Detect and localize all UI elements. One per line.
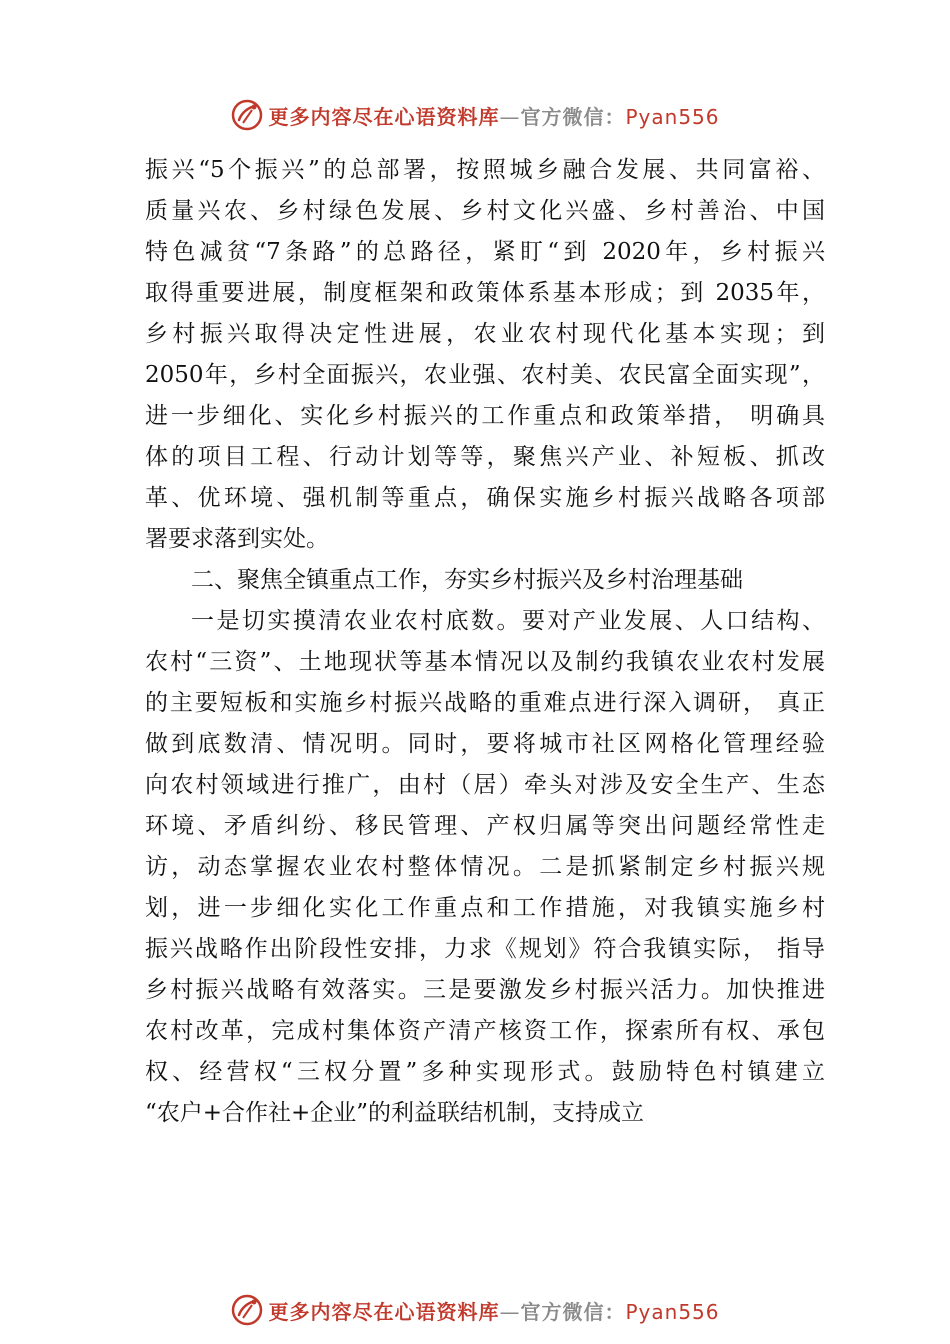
footer-watermark-text (268, 1296, 719, 1325)
footer-watermark (0, 1290, 950, 1330)
header-wechat-label: 官方微信： (520, 104, 626, 129)
body-line: 环境、矛盾纠纷、移民管理、产权归属等突出问题经常性走 (145, 813, 825, 839)
paragraph-first-line: 一是切实摸清农业农村底数。要对产业发展、人口结构、 (191, 608, 825, 634)
body-line: 访，动态掌握农业农村整体情况。二是抓紧制定乡村振兴规 (145, 854, 825, 880)
body-line: 质量兴农、乡村绿色发展、乡村文化兴盛、乡村善治、中国 (145, 198, 825, 224)
footer-main-text: 更多内容尽在心语资料库 (268, 1299, 500, 1324)
footer-separator: — (499, 1299, 521, 1324)
document-body (145, 150, 825, 1134)
body-line: 进一步细化、实化乡村振兴的工作重点和政策举措， 明确具 (145, 403, 825, 429)
body-line: 振兴“5个振兴”的总部署，按照城乡融合发展、共同富裕、 (145, 157, 825, 183)
header-wechat-id: Pyan556 (625, 104, 720, 129)
body-line: 革、优环境、强机制等重点，确保实施乡村振兴战略各项部 (145, 485, 825, 511)
section-heading: 二、聚焦全镇重点工作，夯实乡村振兴及乡村治理基础 (191, 567, 743, 593)
body-line: 向农村领域进行推广，由村（居）牵头对涉及安全生产、生态 (145, 772, 825, 798)
body-line: “农户+合作社+企业”的利益联结机制，支持成立 (145, 1100, 645, 1126)
header-watermark (0, 95, 950, 135)
body-line: 署要求落到实处。 (145, 526, 329, 552)
body-line: 农村改革，完成村集体资产清产核资工作，探索所有权、承包 (145, 1018, 825, 1044)
body-line: 振兴战略作出阶段性安排，力求《规划》符合我镇实际， 指导 (145, 936, 825, 962)
body-line: 做到底数清、情况明。同时，要将城市社区网格化管理经验 (145, 731, 825, 757)
body-line: 特色减贫“7条路”的总路径，紧盯“到 2020年，乡村振兴 (145, 239, 825, 265)
body-line: 体的项目工程、行动计划等等，聚焦兴产业、补短板、抓改 (145, 444, 825, 470)
body-line: 权、经营权“三权分置”多种实现形式。鼓励特色村镇建立 (145, 1059, 825, 1085)
body-line: 乡村振兴战略有效落实。三是要激发乡村振兴活力。加快推进 (145, 977, 825, 1003)
header-watermark-text (268, 101, 719, 130)
body-line: 乡村振兴取得决定性进展，农业农村现代化基本实现；到 (145, 321, 825, 347)
body-line: 划，进一步细化实化工作重点和工作措施，对我镇实施乡村 (145, 895, 825, 921)
header-separator: — (499, 104, 521, 129)
body-line: 取得重要进展，制度框架和政策体系基本形成；到 2035年， (145, 280, 825, 306)
body-line: 农村“三资”、土地现状等基本情况以及制约我镇农业农村发展 (145, 649, 825, 675)
body-line: 2050年，乡村全面振兴，农业强、农村美、农民富全面实现”， (145, 362, 825, 388)
brush-logo-icon (230, 98, 264, 132)
footer-wechat-id: Pyan556 (625, 1299, 720, 1324)
header-main-text: 更多内容尽在心语资料库 (268, 104, 500, 129)
body-line: 的主要短板和实施乡村振兴战略的重难点进行深入调研， 真正 (145, 690, 825, 716)
footer-wechat-label: 官方微信： (520, 1299, 626, 1324)
brush-logo-icon (230, 1293, 264, 1327)
